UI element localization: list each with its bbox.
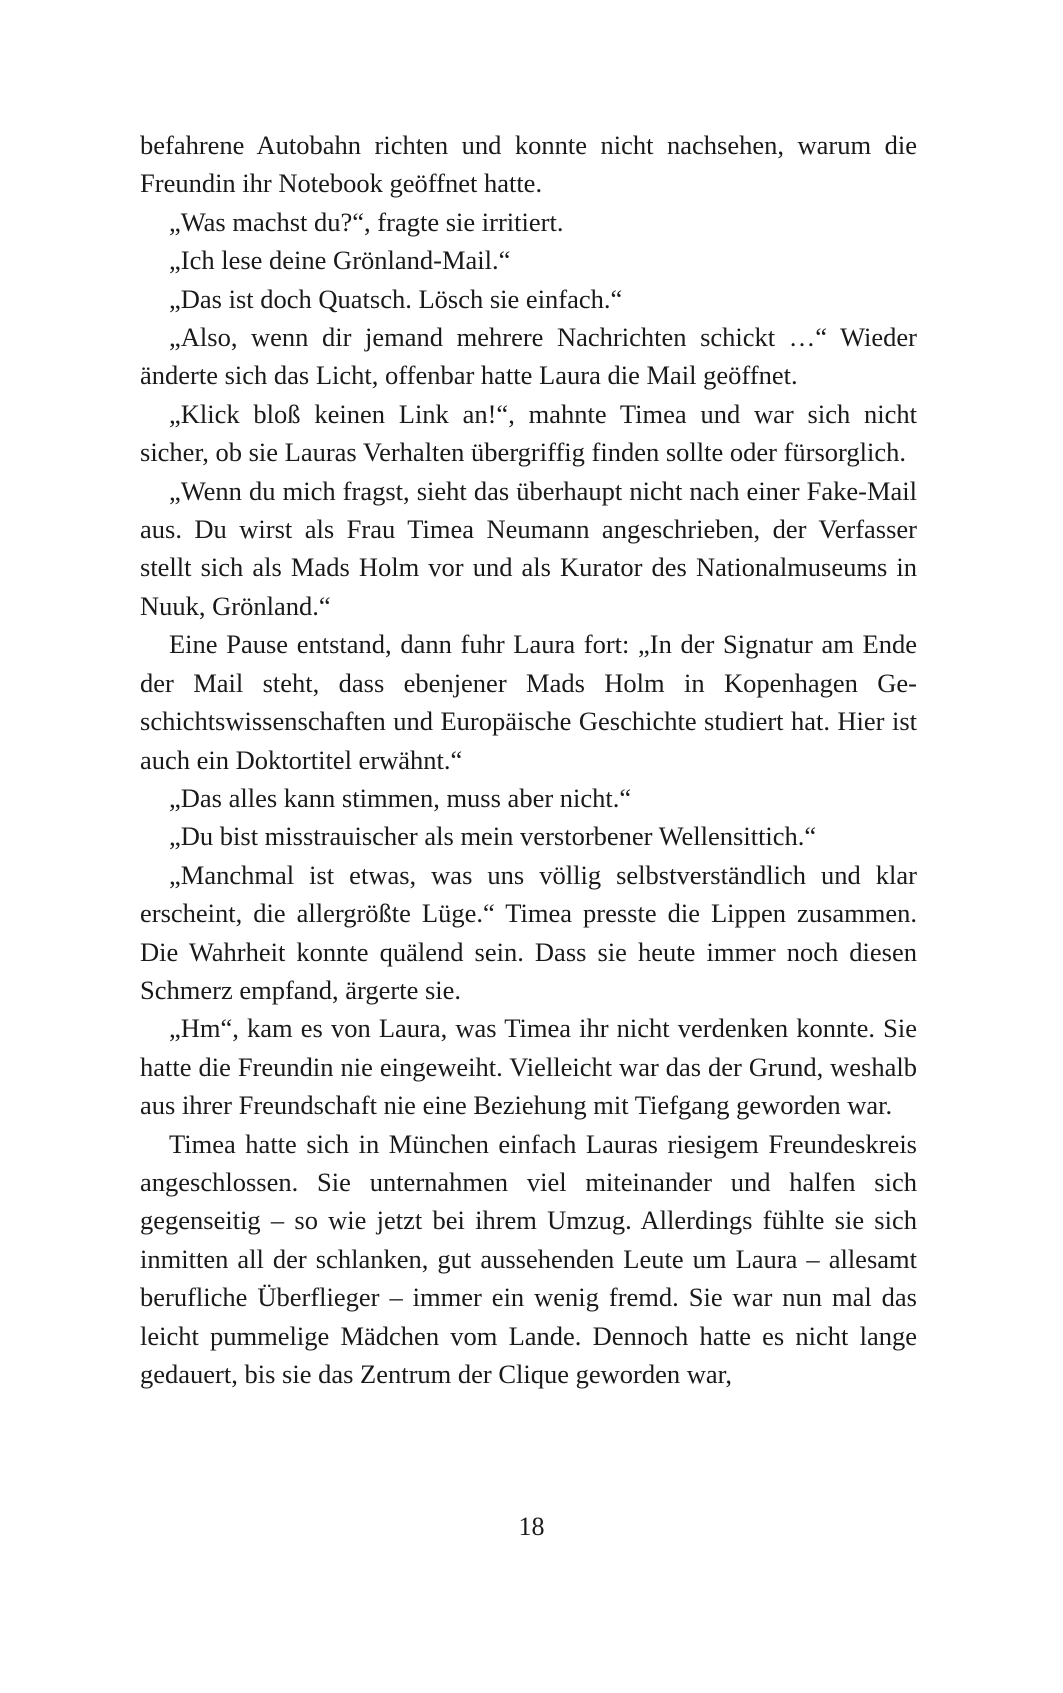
paragraph: Eine Pause entstand, dann fuhr Laura fort: „In der Signatur am Ende der Mail steht, dass ebenjener Mads Holm in Kopenhagen Geschichtswissenschaften und Europäische Geschichte studiert hat. Hier ist auch ein Doktortitel erwähnt.“ [140, 629, 917, 775]
paragraph: Timea hatte sich in München einfach Lauras riesigem Freundeskreis angeschlossen. Sie unternahmen viel miteinander und halfen sich gegenseitig – so wie jetzt bei ihrem Umzug. Allerdings fühlte sie sich inmitten all der schlanken, gut aussehenden Leute um Laura – allesamt berufliche Überflieger – immer ein wenig fremd. Sie war nun mal das leicht pummelige Mädchen vom Lande. Dennoch hatte es nicht lange gedauert, bis sie das Zentrum der Clique geworden war, [140, 1128, 917, 1389]
paragraph-dialogue: „Wenn du mich fragst, sieht das überhaupt nicht nach einer Fake-Mail aus. Du wirst als Frau Timea Neumann angeschrieben, der Verfasser stellt sich als Mads Holm vor und als Kurator des Nationalmuseums in Nuuk, Grönland.“ [140, 475, 917, 621]
paragraph-dialogue: „Was machst du?“, fragte sie irritiert. [169, 206, 564, 237]
paragraph-dialogue: „Du bist misstrauischer als mein verstorbener Wellensittich.“ [169, 821, 817, 852]
paragraph-continuation: befahrene Autobahn richten und konnte nicht nachsehen, warum die Freundin ihr Notebook geöffnet hatte. [140, 130, 917, 199]
paragraph-dialogue: „Manchmal ist etwas, was uns völlig selbstverständlich und klar erscheint, die allergrößte Lüge.“ Timea presste die Lippen zusammen. Die Wahrheit konnte quälend sein. Dass sie heute immer noch diesen Schmerz empfand, ärgerte sie. [140, 859, 917, 1005]
paragraph-dialogue: „Das alles kann stimmen, muss aber nicht.“ [169, 782, 632, 813]
paragraph-dialogue: „Hm“, kam es von Laura, was Timea ihr nicht verdenken konnte. Sie hatte die Freundin nie eingeweiht. Vielleicht war das der Grund, weshalb aus ihrer Freundschaft nie eine Beziehung mit Tiefgang geworden war. [140, 1013, 917, 1121]
paragraph-dialogue: „Das ist doch Quatsch. Lösch sie einfach.“ [169, 283, 623, 314]
page-number: 18 [518, 1512, 545, 1541]
body-text [140, 126, 917, 1393]
paragraph-dialogue: „Ich lese deine Grönland-Mail.“ [169, 245, 511, 276]
paragraph-dialogue: „Also, wenn dir jemand mehrere Nachrichten schickt …“ Wieder änderte sich das Licht, offenbar hatte Laura die Mail geöffnet. [140, 322, 917, 391]
paragraph-dialogue: „Klick bloß keinen Link an!“, mahnte Timea und war sich nicht sicher, ob sie Lauras Verhalten übergriffig finden sollte oder fürsorglich. [140, 398, 917, 468]
